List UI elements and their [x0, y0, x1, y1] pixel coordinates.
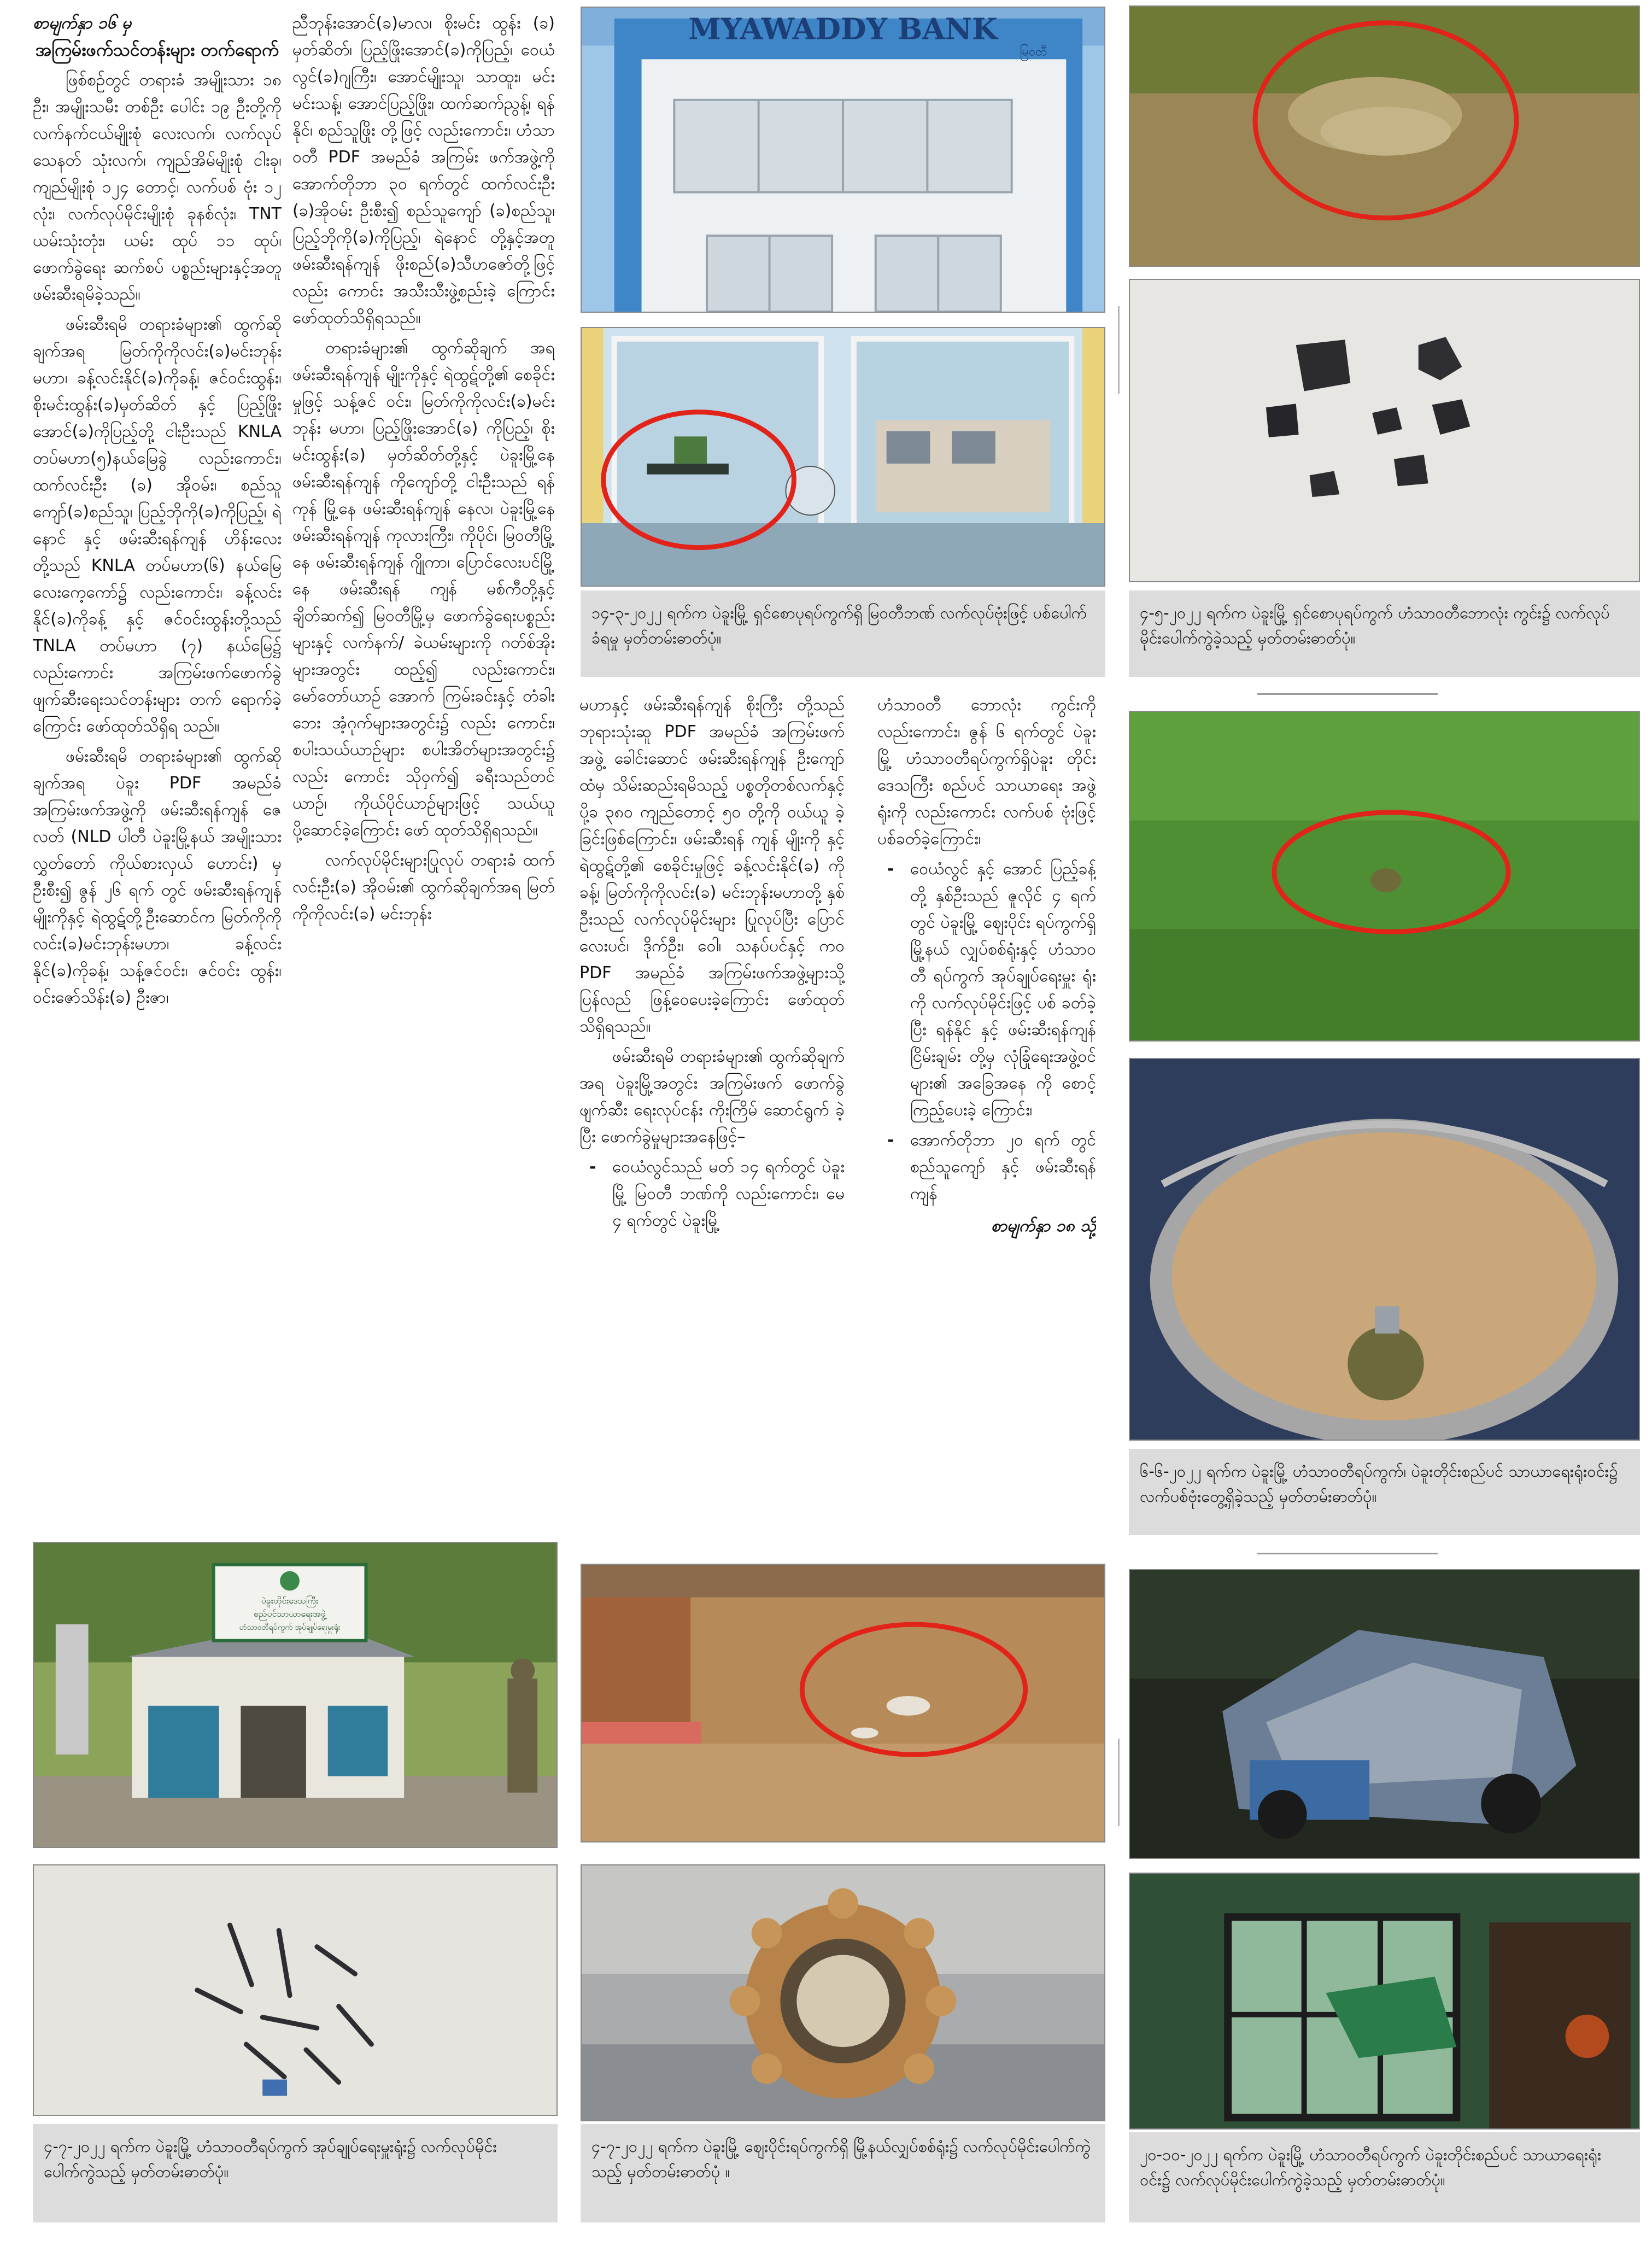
photo-football-ground-crater — [1129, 5, 1640, 267]
caption-box — [33, 2124, 558, 2222]
section-divider — [1257, 693, 1438, 695]
photo-grenade-in-grass — [1129, 711, 1640, 1042]
paragraph: ဟံသာဝတီ ဘောလုံး ကွင်းကို လည်းကောင်း၊ ဇွန် ၆ ရက်တွင် ပဲခူးမြို့ ဟံသာဝတီရပ်ကွက်ရှိပဲခူး တိုင်းဒေသကြီး စည်ပင် သာယာရေး အဖွဲ့ရုံးကို လည်းကောင်း လက်ပစ် ဗုံးဖြင့် ပစ်ခတ်ခဲ့ကြောင်း၊ — [877, 695, 1096, 849]
caption-box — [1129, 590, 1640, 677]
photo-caption: ၂၀-၁၀-၂၀၂၂ ရက်က ပဲခူးမြို့ ဟံသာဝတီရပ်ကွက် ပဲခူးတိုင်းစည်ပင် သာယာရေးရုံးဝင်း၌ လက်လုပ်မိုင်းပေါက်ကွဲခဲ့သည့် မှတ်တမ်းဓာတ်ပုံ။ — [1140, 2145, 1602, 2189]
photo-caption: ၁၄-၃-၂၀၂၂ ရက်က ပဲခူးမြို့ ရှင်စောပုရပ်ကွက်ရှိ မြဝတီဘဏ် လက်လုပ်ဗုံးဖြင့် ပစ်ပေါက်ခံရမှု မှတ်တမ်းဓာတ်ပုံ။ — [591, 604, 1087, 647]
bullet-item: - အောက်တိုဘာ ၂၀ ရက် တွင် စည်သူကျော် နှင့် ဖမ်းဆီးရန်ကျန် — [877, 1127, 1096, 1207]
paragraph: ဖမ်းဆီးရမိ တရားခံများ၏ ထွက်ဆိုချက်အရ မြတ်ကိုကိုလင်း(ခ)မင်းဘုန်းမဟာ၊ ခန့်လင်းနိုင်(ခ)ကိုခန့်၊ ဇင်ဝင်းထွန်း၊ စိုးမင်းထွန်း(ခ)မှတ်ဆိတ် နှင့် ပြည့်ဖြိုးအောင်(ခ)ကိုပြည့်တို့ ငါးဦးသည် KNLA တပ်မဟာ(၅)နယ်မြေခွဲ လည်းကောင်း၊ ထက်လင်းဦး (ခ) အိုဝမ်း၊ စည်သူကျော်(ခ)စည်သူ၊ ပြည့်ဘိုကို(ခ)ကိုပြည့်၊ ရဲနောင် နှင့် ဖမ်းဆီးရန်ကျန် ဟိန်းလေး တို့သည် KNLA တပ်မဟာ(၆) နယ်မြေ လေးကေ့ကော်၌ လည်းကောင်း၊ ခန့်လင်းနိုင်(ခ)ကိုခန့် နှင့် ဇင်ဝင်းထွန်းတို့သည် TNLA တပ်မဟာ (၇) နယ်မြေ၌ လည်းကောင်း အကြမ်းဖက်ဖောက်ခွဲ ဖျက်ဆီးရေးသင်တန်းများ တက် ရောက်ခဲ့ကြောင်း ဖော်ထုတ်သိရှိရ သည်။ — [33, 315, 282, 736]
photo-bank-window-damage — [581, 327, 1105, 587]
photo-caption: ၄-၅-၂၀၂၂ ရက်က ပဲခူးမြို့ ရှင်စောပုရပ်ကွက် ဟံသာဝတီဘောလုံး ကွင်း၌ လက်လုပ်မိုင်းပေါက်ကွဲခဲ့သည့် မှတ်တမ်းဓာတ်ပုံ။ — [1140, 604, 1610, 647]
article-column-3 — [579, 692, 845, 1463]
caption-box — [1129, 1449, 1640, 1535]
paragraph: တရားခံများ၏ ထွက်ဆိုချက် အရ ဖမ်းဆီးရန်ကျန် မျိုးကိုနှင့် ရဲထွဋ်တို့၏ စေခိုင်းမှုဖြင့် သန့်ဇင် ဝင်း၊ မြတ်ကိုကိုလင်း(ခ)မင်းဘုန်း မဟာ၊ ပြည့်ဖြိုးအောင်(ခ) ကိုပြည့်၊ စိုးမင်းထွန်း(ခ) မှတ်ဆိတ်တို့နှင့် ပဲခူးမြို့နေ ဖမ်းဆီးရန်ကျန် ကိုကျော်တို့ ငါးဦးသည် ရန်ကုန် မြို့နေ ဖမ်းဆီးရန်ကျန် နေလ၊ ပဲခူးမြို့နေ ဖမ်းဆီးရန်ကျန် ကုလားကြီး၊ ကိုပိုင်၊ မြဝတီမြို့နေ ဖမ်းဆီးရန်ကျန် ဂျိုကာ၊ ပြောင်လေးပင်မြို့နေ ဖမ်းဆီးရန် ကျန် မစ်ကီတို့နှင့် ချိတ်ဆက်၍ မြဝတီမြို့မှ ဖောက်ခွဲရေးပစ္စည်း များနှင့် လက်နက်/ ခဲယမ်းများကို ဂတ်စ်အိုးများအတွင်း ထည့်၍ လည်းကောင်း၊ မော်တော်ယာဉ် အောက် ကြမ်းခင်းနှင့် တံခါးဘေး အံ့ဂုက်များအတွင်း၌ လည်း ကောင်း၊ စပါးသယ်ယာဉ်များ စပါးအိတ်များအတွင်း၌ လည်း ကောင်း သိုဝှက်၍ ခရီးသည်တင် ယာဉ်၊ ကိုယ်ပိုင်ယာဉ်များဖြင့် သယ်ယူပို့ဆောင်ခဲ့ကြောင်း ဖော် ထုတ်သိရှိရသည်။ — [292, 338, 555, 840]
photo-nails-shrapnel — [33, 1864, 558, 2116]
paragraph: လက်လုပ်မိုင်းများပြုလုပ် တရားခံ ထက်လင်းဦး(ခ) အိုဝမ်း၏ ထွက်ဆိုချက်အရ မြတ်ကိုကိုလင်း(ခ) မင်းဘုန်း — [292, 851, 555, 923]
photo-caption: ၄-၇-၂၀၂၂ ရက်က ပဲခူးမြို့ ဟံသာဝတီရပ်ကွက် အုပ်ချုပ်ရေးမှူးရုံး၌ လက်လုပ်မိုင်းပေါက်ကွဲသည့် မှတ်တမ်းဓာတ်ပုံ။ — [44, 2137, 497, 2181]
bank-sign-text: MYAWADDY BANK — [688, 11, 998, 46]
photo-myawaddy-bank-building — [581, 7, 1105, 313]
column-divider — [1118, 306, 1120, 394]
paragraph: ဖမ်းဆီးရမိ တရားခံများ၏ ထွက်ဆိုချက်အရ ပဲခူး PDF အမည်ခံ အကြမ်းဖက်အဖွဲ့ကို ဖမ်းဆီးရန်ကျန် ဇေလတ် (NLD ပါတီ ပဲခူးမြို့နယ် အမျိုးသား လွှတ်တော် ကိုယ်စားလှယ် ဟောင်း) မှ ဦးစီး၍ ဇွန် ၂၆ ရက် တွင် ဖမ်းဆီးရန်ကျန် မျိုးကိုနှင့် ရဲထွဋ်တို့ဦးဆောင်က မြတ်ကိုကို လင်း(ခ)မင်းဘုန်းမဟာ၊ ခန့်လင်း နိုင်(ခ)ကိုခန့်၊ သန့်ဇင်ဝင်း၊ ဇင်ဝင်း ထွန်း၊ ဝင်းဇော်သိန်း(ခ) ဦးဇာ၊ — [33, 747, 282, 1007]
caption-box — [581, 590, 1105, 677]
section-divider — [1257, 1553, 1438, 1554]
photo-broken-window-night — [1129, 1873, 1640, 2130]
column-divider — [1118, 1739, 1120, 1826]
bullet-list — [579, 1154, 845, 1234]
photo-mine-casing — [581, 1864, 1105, 2121]
article-column-2 — [292, 10, 555, 1535]
photo-grenade-in-sand-bucket — [1129, 1058, 1640, 1441]
caption-box — [581, 2124, 1105, 2222]
office-sign-line: ဟံသာဝတီရပ်ကွက် အုပ်ချုပ်ရေးမှူးရုံး — [239, 1623, 341, 1632]
bank-sign-subtext: မြဝတီ — [1020, 45, 1047, 59]
paragraph: ဖြစ်စဉ်တွင် တရားခံ အမျိုးသား ၁၈ ဦး၊ အမျိုးသမီး တစ်ဦး ပေါင်း ၁၉ ဦးတို့ကို လက်နက်ငယ်မျိုးစုံ လေးလက်၊ လက်လုပ်သေနတ် သုံးလက်၊ ကျည်အိမ်မျိုးစုံ ငါးခု၊ ကျည်မျိုးစုံ ၁၂၄ တောင့်၊ လက်ပစ် ဗုံး ၁၂ လုံး၊ လက်လုပ်မိုင်းမျိုးစုံ ခုနစ်လုံး၊ TNT ယမ်းသုံးတုံး၊ ယမ်း ထုပ် ၁၁ ထုပ်၊ ဖောက်ခွဲရေး ဆက်စပ် ပစ္စည်းများနှင့်အတူ ဖမ်းဆီးရမိခဲ့သည်။ — [33, 71, 282, 304]
caption-box — [1129, 2132, 1640, 2222]
office-sign-line: ပဲခူးတိုင်းဒေသကြီး — [261, 1595, 319, 1606]
bullet-item: - ဝေယံလွင် နှင့် အောင် ပြည့်ခန့်တို့ နှစ်ဦးသည် ဇူလိုင် ၄ ရက်တွင် ပဲခူးမြို့ ဈေးပိုင်း ရပ်ကွက်ရှိ မြို့နယ် လျှပ်စစ်ရုံးနှင့် ဟံသာဝတီ ရပ်ကွက် အုပ်ချုပ်ရေးမှူး ရုံးကို လက်လုပ်မိုင်းဖြင့် ပစ် ခတ်ခဲ့ပြီး ရန်နိုင် နှင့် ဖမ်းဆီးရန်ကျန် ငြိမ်းချမ်း တို့မှ လုံခြုံရေးအဖွဲ့ဝင် များ၏ အခြေအနေ ကို စောင့်ကြည့်ပေးခဲ့ ကြောင်း၊ — [877, 856, 1096, 1124]
paragraph: မဟာနှင့် ဖမ်းဆီးရန်ကျန် စိုးကြီး တို့သည် ဘုရားသုံးဆူ PDF အမည်ခံ အကြမ်းဖက်အဖွဲ့ ခေါင်းဆောင် ဖမ်းဆီးရန်ကျန် ဦးကျော်ထံမှ သိမ်းဆည်းရမိသည့် ပစ္စတိုတစ်လက်နှင့် ပို့ခ ၃၈၀ ကျည်တောင့် ၅၀ တို့ကို ဝယ်ယူ ခဲ့ခြင်းဖြစ်ကြောင်း၊ ဖမ်းဆီးရန် ကျန် မျိုးကို နှင့် ရဲထွဋ်တို့၏ စေခိုင်းမှုဖြင့် ခန့်လင်းနိုင်(ခ) ကိုခန့်၊ မြတ်ကိုကိုလင်း(ခ) မင်းဘုန်းမဟာတို့ နှစ်ဦးသည် လက်လုပ်မိုင်းများ ပြုလုပ်ပြီး ပြောင်လေးပင်၊ ဒိုက်ဦး၊ ဝေါ၊ သနပ်ပင်နှင့် ကဝ PDF အမည်ခံ အကြမ်းဖက်အဖွဲ့များသို့ ပြန်လည် ဖြန့်ဝေပေးခဲ့ကြောင်း ဖော်ထုတ် သိရှိရသည်။ — [579, 695, 845, 1036]
office-sign-line: စည်ပင်သာယာရေးအဖွဲ့ — [254, 1608, 326, 1619]
article-column-4 — [877, 692, 1096, 1463]
continued-on: စာမျက်နှာ ၁၈ သို့ — [991, 1216, 1096, 1236]
photo-caption: ၄-၇-၂၀၂၂ ရက်က ပဲခူးမြို့ ဈေးပိုင်းရပ်ကွက်ရှိ မြို့နယ်လျှပ်စစ်ရုံး၌ လက်လုပ်မိုင်းပေါက်ကွဲသည့် မှတ်တမ်းဓာတ်ပုံ ။ — [591, 2137, 1091, 2181]
photo-electricity-office-ground — [581, 1564, 1105, 1842]
photo-destroyed-vehicle — [1129, 1569, 1640, 1859]
photo-caption: ၆-၆-၂၀၂၂ ရက်က ပဲခူးမြို့ ဟံသာဝတီရပ်ကွက်၊ ပဲခူးတိုင်းစည်ပင် သာယာရေးရုံးဝင်း၌ လက်ပစ်ဗုံးတွေ့ရှိခဲ့သည့် မှတ်တမ်းဓာတ်ပုံ။ — [1140, 1462, 1618, 1506]
photo-mine-fragments — [1129, 279, 1640, 582]
paragraph: ညီဘုန်းအောင်(ခ)မာလ၊ စိုးမင်း ထွန်း (ခ) မှတ်ဆိတ်၊ ပြည့်ဖြိုးအောင်(ခ)ကိုပြည့်၊ ဝေယံလွင်(ခ)ဂျကြီး၊ အောင်မျိုးသူ၊ သာထူး၊ မင်းမင်းသန့်၊ အောင်ပြည့်ဖြိုး၊ ထက်ဆက်ညွန့်၊ ရန်နိုင်၊ စည်သူဖြိုး တို့ဖြင့် လည်းကောင်း၊ ဟံသာဝတီ PDF အမည်ခံ အကြမ်း ဖက်အဖွဲ့ကို အောက်တိုဘာ ၃၀ ရက်တွင် ထက်လင်းဦး (ခ)အိုဝမ်း ဦးစီး၍ စည်သူကျော် (ခ)စည်သူ၊ ပြည့်ဘိုကို(ခ)ကိုပြည့်၊ ရဲနောင် တို့နှင့်အတူ ဖမ်းဆီးရန်ကျန် ဖိုးစည်(ခ)သီဟဇော်တို့ဖြင့် လည်း ကောင်း အသီးသီးဖွဲ့စည်းခဲ့ ကြောင်း ဖော်ထုတ်သိရှိရသည်။ — [292, 14, 555, 327]
article-column-1 — [33, 10, 282, 1535]
paragraph: ဖမ်းဆီးရမိ တရားခံများ၏ ထွက်ဆိုချက်အရ ပဲခူးမြို့အတွင်း အကြမ်းဖက် ဖောက်ခွဲဖျက်ဆီး ရေးလုပ်ငန်း ကိုးကြိမ် ဆောင်ရွက် ခဲ့ပြီး ဖောက်ခွဲမှုများအနေဖြင့်– — [579, 1047, 845, 1147]
photo-ward-office-damage — [33, 1542, 558, 1848]
bullet-list — [877, 856, 1096, 1207]
continuation-kicker: စာမျက်နှာ ၁၆ မှ — [33, 14, 132, 33]
article-headline: အကြမ်းဖက်သင်တန်းများ တက်ရောက် — [35, 39, 279, 60]
bullet-item: - ဝေယံလွင်သည် မတ် ၁၄ ရက်တွင် ပဲခူးမြို့ မြဝတီ ဘဏ်ကို လည်းကောင်း၊ မေ ၄ ရက်တွင် ပဲခူးမြို့ — [579, 1154, 845, 1234]
